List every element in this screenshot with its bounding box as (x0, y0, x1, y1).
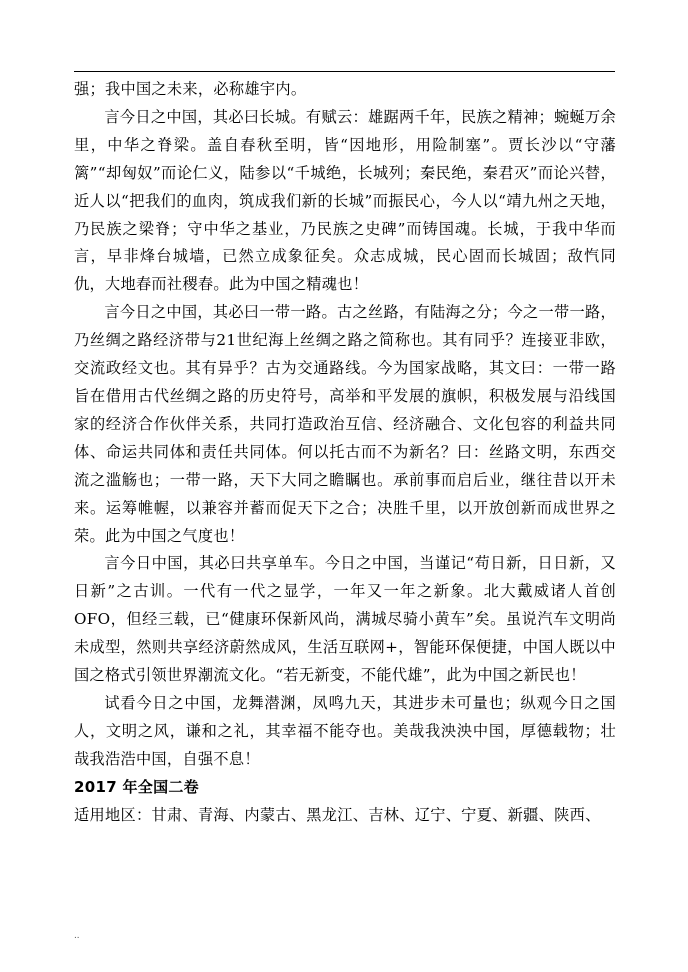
region-line: 适用地区：甘肃、青海、内蒙古、黑龙江、吉林、辽宁、宁夏、新疆、陕西、 (74, 805, 601, 824)
paragraph-great-wall: 言今日之中国，其必曰长城。有赋云：雄踞两千年，民族之精神；蜿蜒万余里，中华之脊梁。盖自春秋至明，皆“因地形，用险制塞”。贾长沙以“守藩篱”“却匈奴”而论仁义，陆参以“千城绝，长城列；秦民绝，秦君灭”而论兴替，近人以“把我们的血肉，筑成我们新的长城”而振民心，今人以“靖九州之天地，乃民族之梁脊；守中华之基业，乃民族之史碑”而铸国魂。长城，于我中华而言，早非烽台城墙，已然立成象征矣。众志成城，民心固而长城固；敌忾同仇，大地春而社稷春。此为中国之精魂也！ (74, 107, 616, 294)
header-rule (74, 71, 615, 72)
document-body (74, 76, 616, 829)
paragraph-belt-and-road: 言今日之中国，其必曰一带一路。古之丝路，有陆海之分；今之一带一路，乃丝绸之路经济带与21世纪海上丝绸之路之简称也。其有同乎？连接亚非欧，交流政经文也。其有异乎？古为交通路线。今为国家战略，其文曰：一带一路旨在借用古代丝绸之路的历史符号，高举和平发展的旗帜，积极发展与沿线国家的经济合作伙伴关系，共同打造政治互信、经济融合、文化包容的利益共同体、命运共同体和责任共同体。何以托古而不为新名？曰：丝路文明，东西交流之滥觞也；一带一路，天下大同之瞻瞩也。承前事而启后业，继往昔以开未来。运筹帷幄，以兼容并蓄而促天下之合；决胜千里，以开放创新而成世界之荣。此为中国之气度也！ (74, 303, 616, 545)
footer-mark: .. (74, 930, 80, 941)
paragraph-conclusion: 试看今日之中国，龙舞潜渊，凤鸣九天，其进步未可量也；纵观今日之国人，文明之风，谦和之礼，其幸福不能夺也。美哉我泱泱中国，厚德载物；壮哉我浩浩中国，自强不息！ (74, 693, 616, 768)
paragraph-shared-bikes: 言今日中国，其必曰共享单车。今日之中国，当谨记“苟日新，日日新，又日新”之古训。一代有一代之显学，一年又一年之新象。北大戴威诸人首创OFO，但经三载，已“健康环保新风尚，满城尽骑小黄车”矣。虽说汽车文明尚未成型，然则共享经济蔚然成风，生活互联网+，智能环保便捷，中国人既以中国之格式引领世界潮流文化。“若无新变，不能代雄”，此为中国之新民也！ (74, 554, 616, 685)
section-heading: 2017 年全国二卷 (74, 777, 199, 796)
paragraph-continuation: 强；我中国之未来，必称雄宇内。 (74, 80, 307, 98)
